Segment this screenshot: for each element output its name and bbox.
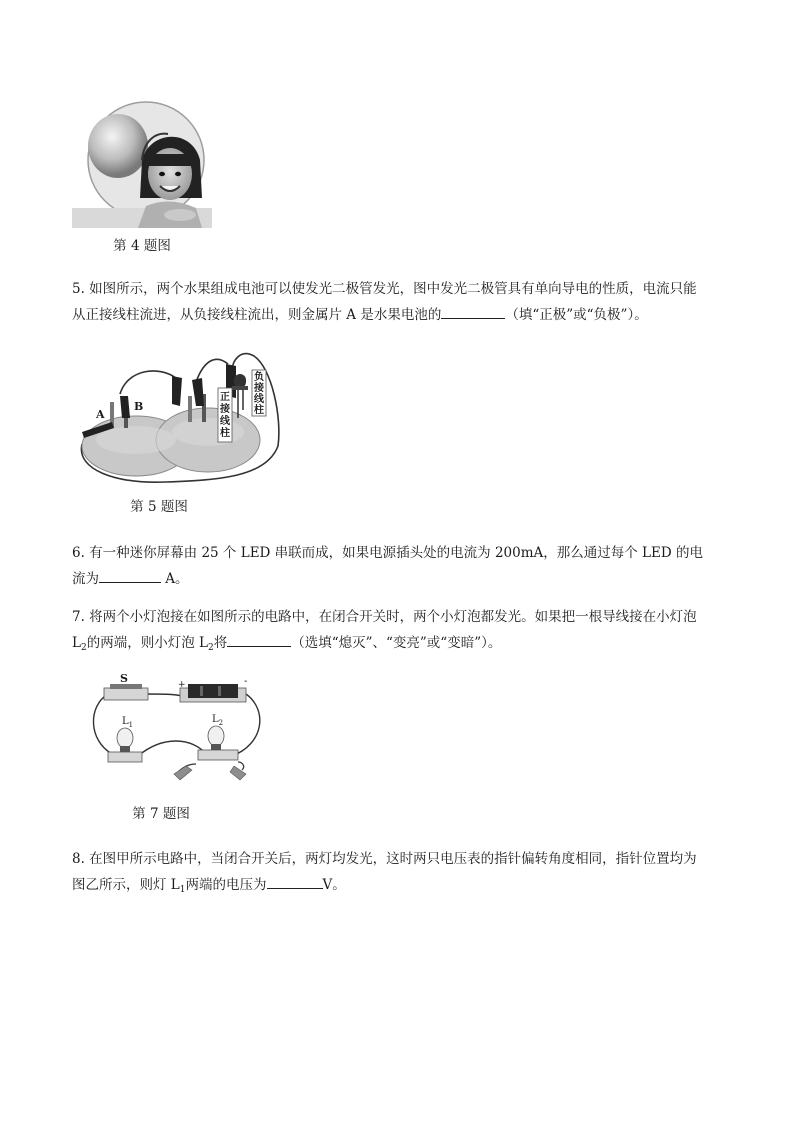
figure-5-label-negative-terminal: 负接线柱 [254,372,264,416]
answer-blank-q7[interactable] [227,632,291,647]
question-8-line-1: 8. 在图甲所示电路中，当闭合开关后，两灯均发光，这时两只电压表的指针偏转角度相同，指针位置均为 [72,851,697,867]
question-5-line-2-start: 从正接线柱流进，从负接线柱流出，则金属片 A 是水果电池的 [72,307,442,323]
question-6-line-2-start: 流为 [72,571,99,587]
figure-7-caption: 第 7 题图 [132,806,190,822]
figure-7-label-l1 [122,716,133,727]
question-5-line-2 [72,302,724,328]
question-6-line-2-end: A。 [161,571,189,587]
question-6-line-2 [72,566,724,592]
question-5-line-1: 5. 如图所示，两个水果组成电池可以使发光二极管发光，图中发光二极管具有单向导电的性质，电流只能 [72,281,697,297]
figure-4-caption: 第 4 题图 [113,238,171,254]
figure-4-image [72,100,212,228]
answer-blank-q6[interactable] [99,568,161,583]
question-8-line-2 [72,872,724,898]
figure-7-label-l2-sub: 2 [218,719,224,727]
figure-5-label-positive-terminal: 正接线柱 [220,392,230,439]
figure-7-label-l1-sub: 1 [128,721,134,729]
question-7-line-2-middle: 的两端，则小灯泡 L [86,635,208,651]
question-8 [72,846,724,898]
figure-7-label-minus: - [244,676,248,687]
figure-7-label-switch: S [120,672,128,685]
figure-7-label-plus: + [178,680,186,690]
answer-blank-q8[interactable] [267,874,323,889]
question-6-line-1: 6. 有一种迷你屏幕由 25 个 LED 串联而成，如果电源插头处的电流为 200mA，那么通过每个 LED 的电 [72,545,703,561]
figure-5-caption: 第 5 题图 [130,499,188,515]
question-7-line-2-will: 将 [213,635,228,651]
question-7-lamp-l2-subscript-2: 2 [207,643,214,653]
figure-5-label-a: A [96,408,105,421]
question-8-line-2-middle: 两端的电压为 [185,877,267,893]
figure-5-image [76,348,280,490]
question-8-lamp-l1-subscript: 1 [179,885,186,895]
question-7 [72,604,724,656]
question-7-line-2 [72,630,724,656]
figure-7-image [82,670,266,796]
question-7-lamp-l2: L [72,635,81,651]
answer-blank-q5[interactable] [441,304,505,319]
question-7-line-2-end: （选填“熄灭”、“变亮”或“变暗”）。 [291,635,502,651]
question-7-line-1: 7. 将两个小灯泡接在如图所示的电路中，在闭合开关时，两个小灯泡都发光。如果把一根导线接在小灯泡 [72,609,697,625]
question-6 [72,540,724,592]
question-8-line-2-start: 图乙所示，则灯 L [72,877,180,893]
figure-7-label-l2-letter: L [212,714,219,725]
question-5 [72,276,724,328]
figure-7-label-l1-letter: L [122,716,129,727]
question-5-line-2-end: （填“正极”或“负极”）。 [505,307,648,323]
figure-5-label-b: B [134,400,144,413]
question-8-line-2-end: V。 [322,877,346,893]
question-7-lamp-l2-subscript: 2 [80,643,87,653]
figure-7-label-l2 [212,714,223,725]
